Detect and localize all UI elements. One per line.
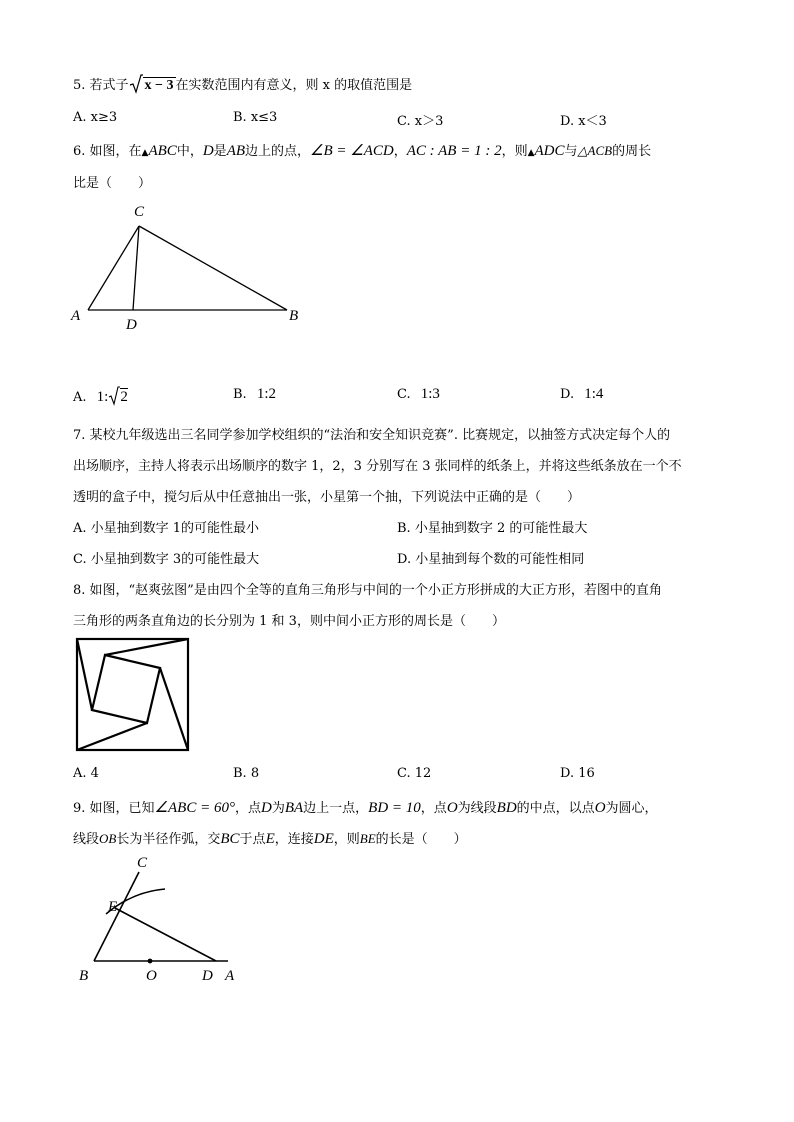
q9-math: DE [313,831,334,847]
q5-option-b[interactable]: B. x≤3 [233,110,278,125]
q8-option-d[interactable]: D. 16 [560,766,595,781]
q6-text: ， [393,144,407,159]
q9-text: 为线段 [457,801,497,816]
q9-math: ∠ABC = 60° [154,800,235,816]
q8-option-b[interactable]: B. 8 [233,766,260,781]
q6-text: 中， [176,144,203,159]
q9-text: 9. 如图，已知 [73,801,155,816]
q9-text: ，连接 [274,832,314,847]
q5-option-d[interactable]: D. x＜3 [560,114,607,129]
label-b: B [79,968,89,984]
q5-pre: 5. 若式子 [73,78,129,93]
q6-text: 与 [564,144,578,159]
q9-text: ，则 [333,832,360,847]
segment-cb [139,226,287,310]
q6-text: ，则 [501,144,528,159]
q6-math: D [202,143,214,159]
segment-ac [88,226,139,310]
q7-option-a[interactable]: A. 小星抽到数字 1的可能性最小 [73,521,260,536]
label-a: A [225,968,235,984]
q5-stem [73,74,412,94]
q8-zhaoshuang-figure [74,636,192,754]
inner-square [92,655,160,723]
q9-text: 线段 [73,832,100,847]
q9-math: BD [496,800,517,816]
q7-option-c[interactable]: C. 小星抽到数字 3的可能性最大 [73,552,260,567]
q9-text: 为 [271,801,285,816]
label-b: B [289,308,299,324]
outer-square [77,639,188,750]
label-a: A [71,308,81,324]
triangle-edge-4 [77,639,92,710]
q7-stem-line2: 出场顺序，主持人将表示出场顺序的数字 1，2，3 分别写在 3 张同样的纸条上，并将这些纸条放在一个不 [73,459,682,474]
q6-option-d[interactable] [560,386,603,403]
option-value: 1:2 [256,386,276,402]
q6-stem-line1 [73,140,651,160]
q6-math: AC : AB = 1 : 2 [406,143,502,159]
q9-figure [70,852,250,987]
q9-text: ，点 [420,801,447,816]
q9-text: 为圆心， [605,801,658,816]
q8-option-c[interactable]: C. 12 [397,766,432,781]
q6-text: 6. 如图，在 [73,144,142,159]
q6-text: 边上的点， [245,144,311,159]
q9-math: BA [284,800,304,816]
segment-cd [133,226,139,310]
option-value: 1:3 [420,386,440,402]
q5-radicand: x − 3 [144,78,174,93]
triangle-edge-2 [160,668,188,750]
q6-math: ADC [534,143,565,159]
q8-option-a[interactable]: A. 4 [73,766,99,781]
q6-text: 的周长 [612,144,652,159]
option-value: 1:4 [584,386,604,402]
q5-option-a[interactable]: A. x≥3 [73,110,118,125]
q6-math: ABC [148,143,177,159]
option-prefix: D. [560,387,575,402]
label-c: C [137,855,148,871]
triangle-icon: ▲ [141,148,149,158]
q9-text: 于点 [239,832,266,847]
q6-option-b[interactable] [233,386,276,403]
q9-math: E [265,831,275,847]
triangle-edge-3 [77,723,147,750]
q9-text: 边上一点， [303,801,369,816]
q6-option-c[interactable] [397,386,440,403]
q6-math: ∠B = ∠ACD [310,143,394,159]
option-prefix: A. [73,390,87,405]
q9-math: O [446,800,458,816]
option-prefix: B. [233,387,247,402]
q7-stem-line3: 透明的盒子中，搅匀后从中任意抽出一张，小星第一个抽，下列说法中正确的是（ ） [73,490,581,505]
q6-stem-line2: 比是（ ） [73,176,152,191]
q9-math: O [594,800,606,816]
q9-text: 的长是（ ） [375,832,467,847]
q9-text: 长为半径作弧，交 [116,832,221,847]
triangle-icon: ▲ [527,148,535,158]
q6-math: △ACB [577,143,613,158]
q9-stem-line1 [73,797,658,817]
q9-math: D [260,800,272,816]
label-o: O [146,968,157,984]
segment-de [115,908,216,961]
q6-math: AB [226,143,246,159]
point-o [148,959,153,964]
q9-math: BD = 10 [368,800,421,816]
q7-option-d[interactable]: D. 小星抽到每个数的可能性相同 [397,552,585,567]
option-prefix: C. [397,387,411,402]
triangle-edge-1 [105,639,188,655]
label-d: D [202,968,213,984]
option-value: 1: [96,389,109,405]
sqrt-symbol [129,74,143,94]
q9-stem-line2 [73,828,467,848]
q7-stem-line1: 7. 某校九年级选出三名同学参加学校组织的“法治和安全知识竞赛”. 比赛规定，以抽签方式决定每个人的 [73,428,671,443]
label-e: E [108,899,118,915]
sqrt-symbol [108,386,120,406]
q7-option-b[interactable]: B. 小星抽到数字 2 的可能性最大 [397,521,588,536]
q5-option-c[interactable]: C. x＞3 [397,114,444,129]
q9-text: 的中点，以点 [516,801,595,816]
q9-math: OB [99,831,117,846]
q8-stem-line1: 8. 如图，“赵爽弦图”是由四个全等的直角三角形与中间的一个小正方形拼成的大正方形，若图中的直角 [73,583,662,598]
option-root: 2 [120,389,128,405]
q9-math: BC [220,831,240,847]
label-d: D [126,317,137,333]
q5-post: 在实数范围内有意义，则 x 的取值范围是 [175,78,413,93]
q6-option-a[interactable] [73,386,128,406]
q9-math: BE [359,831,376,846]
q8-stem-line2: 三角形的两条直角边的长分别为 1 和 3，则中间小正方形的周长是（ ） [73,614,505,629]
q9-text: ，点 [234,801,261,816]
q6-figure [65,196,315,336]
q6-text: 是 [213,144,227,159]
label-c: C [134,204,145,220]
